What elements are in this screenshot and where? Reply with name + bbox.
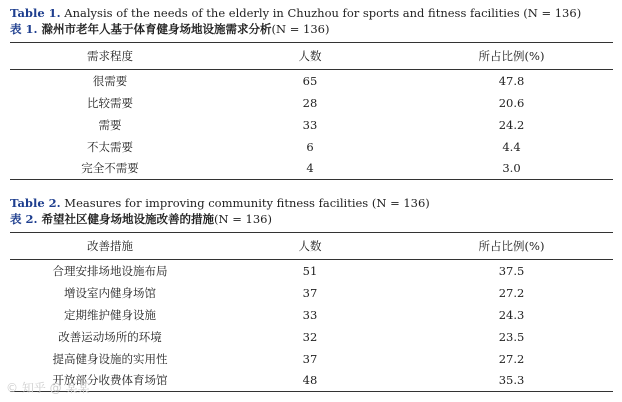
table2-row xyxy=(10,282,613,304)
table1-cell: 65 xyxy=(302,73,318,88)
table1-header-cell: 人数 xyxy=(210,43,410,70)
table1-cell: 28 xyxy=(302,95,318,110)
table1-caption-zh-text: 滁州市老年人基于体育健身场地设施需求分析 xyxy=(37,22,272,36)
table1-cell: 24.2 xyxy=(498,117,525,132)
table1-cell: 4 xyxy=(210,158,410,180)
table2-header-cell: 所占比例(%) xyxy=(410,233,613,260)
table2 xyxy=(10,232,613,392)
table2-row xyxy=(10,370,613,392)
table2-cell: 27.2 xyxy=(498,351,525,366)
table2-cell: 27.2 xyxy=(498,285,525,300)
table2-caption-zh-suffix: (N = 136) xyxy=(214,212,272,226)
table1-row xyxy=(10,70,613,92)
table2-caption-zh xyxy=(10,211,613,227)
table2-cell: 开放部分收费体育场馆 xyxy=(10,370,210,392)
table1-caption-zh xyxy=(10,21,613,37)
table1-cell: 3.0 xyxy=(410,158,613,180)
table2-cell: 改善运动场所的环境 xyxy=(58,329,162,344)
table2-cell: 35.3 xyxy=(410,370,613,392)
watermark: © 知乎 @ 某某 xyxy=(6,381,90,395)
table1-row xyxy=(10,158,613,180)
table2-cell: 37 xyxy=(302,285,318,300)
table2-caption-en-tag: Table 2. xyxy=(10,196,61,210)
table1-header-cell: 需求程度 xyxy=(10,43,210,70)
table1-header-cell: 所占比例(%) xyxy=(410,43,613,70)
table2-caption-zh-tag: 表 2. xyxy=(10,212,38,226)
table1-caption-zh-tag: 表 1. xyxy=(10,22,38,36)
table1-cell: 20.6 xyxy=(498,95,525,110)
table2-cell: 51 xyxy=(302,263,318,278)
table2-cell: 提高健身设施的实用性 xyxy=(52,351,168,366)
table2-row xyxy=(10,326,613,348)
table2-cell: 48 xyxy=(210,370,410,392)
table2-cell: 定期维护健身设施 xyxy=(64,307,156,322)
table2-row xyxy=(10,260,613,282)
table1-row xyxy=(10,92,613,114)
table1-row xyxy=(10,114,613,136)
table1-caption-zh-suffix: (N = 136) xyxy=(271,22,330,36)
table2-row xyxy=(10,304,613,326)
table1-caption-en-text: Analysis of the needs of the elderly in Chuzhou for sports and fitness facilities (N = 136) xyxy=(60,6,582,20)
table2-caption-en-text: Measures for improving community fitness facilities (N = 136) xyxy=(60,196,430,210)
table1-cell: 比较需要 xyxy=(87,95,133,110)
table1-cell: 6 xyxy=(306,139,314,154)
table1-cell: 33 xyxy=(302,117,318,132)
table2-cell: 23.5 xyxy=(498,329,525,344)
table2-caption-en xyxy=(10,196,613,211)
table1-cell: 不太需要 xyxy=(87,139,133,154)
table2-cell: 33 xyxy=(302,307,318,322)
table2-header-cell: 改善措施 xyxy=(10,233,210,260)
table1-caption-en-tag: Table 1. xyxy=(10,6,61,20)
table1-cell: 需要 xyxy=(98,117,122,132)
table1 xyxy=(10,42,613,180)
table2-header-row xyxy=(10,233,613,260)
table2-row xyxy=(10,348,613,370)
table2-header-cell: 人数 xyxy=(210,233,410,260)
table2-cell: 37.5 xyxy=(498,263,525,278)
table1-cell: 很需要 xyxy=(92,73,128,88)
table2-cell: 32 xyxy=(302,329,318,344)
table1-row xyxy=(10,136,613,158)
table1-header-row xyxy=(10,43,613,70)
table2-caption-zh-text: 希望社区健身场地设施改善的措施 xyxy=(37,212,215,226)
table2-cell: 37 xyxy=(302,351,318,366)
table1-caption-en xyxy=(10,6,613,21)
table2-cell: 24.3 xyxy=(498,307,525,322)
table1-cell: 47.8 xyxy=(498,73,525,88)
table1-cell: 完全不需要 xyxy=(10,158,210,180)
table1-cell: 4.4 xyxy=(502,139,521,154)
table2-cell: 合理安排场地设施布局 xyxy=(52,263,168,278)
table2-cell: 增设室内健身场馆 xyxy=(64,285,156,300)
